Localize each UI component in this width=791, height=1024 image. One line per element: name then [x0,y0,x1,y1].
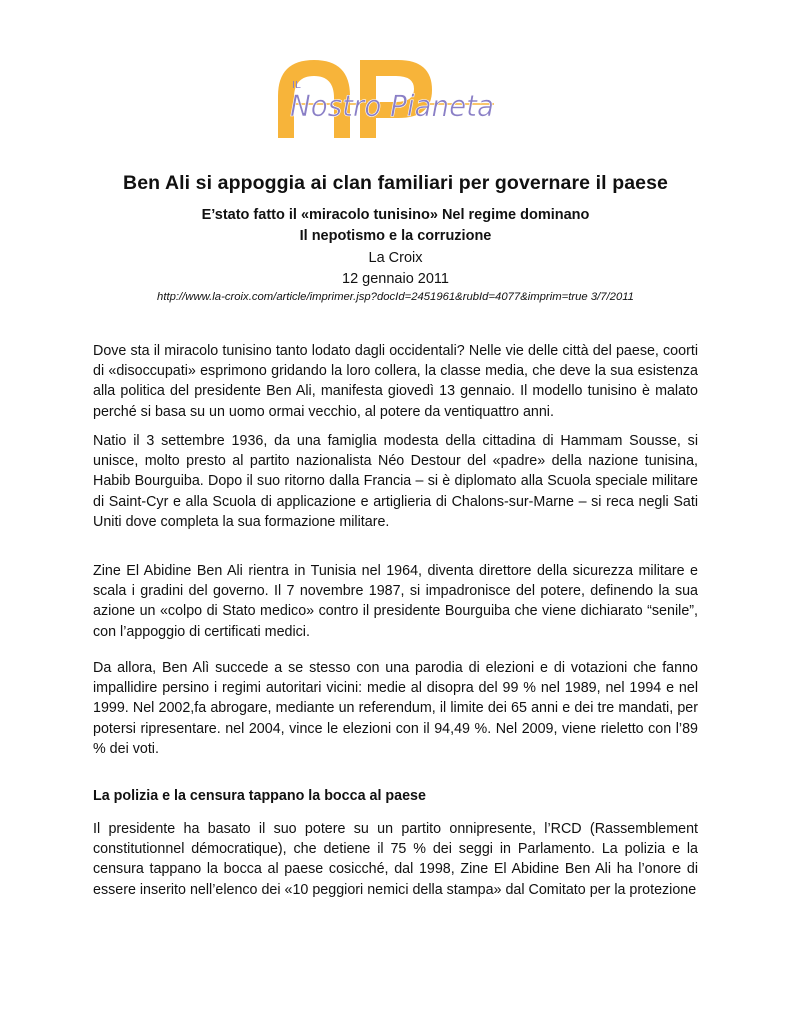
paragraph-3: Zine El Abidine Ben Ali rientra in Tunisia nel 1964, diventa direttore della sicurezza militare e scala i gradini del governo. Il 7 novembre 1987, si impadronisce del potere, definendo la sua azione un «colpo di Stato medico» contro il presidente Bourguiba che viene dichiarato “senile”, con l’appoggio di certificati medici. [93,563,698,640]
paragraph-4: Da allora, Ben Alì succede a se stesso con una parodia di elezioni e di votazioni che fanno impallidire persino i regimi autoritari vicini: medie al disopra del 99 % nel 1989, nel 1994 e nel 1999. Nel 2002,fa abrogare, mediante un referendum, il limite dei 65 anni e dei tre mandati, per potersi ripresentare. nel 2004, vince le elezioni con il 94,49 %. Nel 2009, viene rieletto con l’89 % dei voti. [93,660,698,757]
article-title: Ben Ali si appoggia ai clan familiari per governare il paese [123,172,668,194]
paragraph-5: Il presidente ha basato il suo potere su un partito onnipresente, l’RCD (Rassemblement constitutionnel démocratique), che detiene il 75 % dei seggi in Parlamento. La polizia e la censura tappano la bocca al paese cosicché, dal 1998, Zine El Abidine Ben Ali ha l’onore di essere inserito nell’elenco dei «10 peggiori nemici della stampa» dal Comitato per la protezione [93,821,698,898]
section-heading: La polizia e la censura tappano la bocca al paese [93,788,426,804]
logo-small-text: IL [292,80,301,91]
article-source: La Croix [368,250,423,266]
article-subtitle-line-2: Il nepotismo e la corruzione [299,228,492,244]
logo-brand-text: Nostro Pianeta [290,89,494,123]
nostro-pianeta-logo [268,54,500,140]
article-subtitle-line-1: E’stato fatto il «miracolo tunisino» Nel regime dominano [201,207,590,223]
paragraph-2: Natio il 3 settembre 1936, da una famiglia modesta della cittadina di Hammam Sousse, si unisce, molto presto al partito nazionalista Néo Destour del «padre» della nazione tunisina, Habib Bourguiba. Dopo il suo ritorno dalla Francia – si è diplomato alla Scuola speciale militare di Saint-Cyr e alla Scuola di applicazione e artiglieria di Chalons-sur-Marne – si reca negli Sati Uniti dove completa la sua formazione militare. [93,433,698,530]
paragraph-1: Dove sta il miracolo tunisino tanto lodato dagli occidentali? Nelle vie delle città del paese, coorti di «disoccupati» esprimono gridando la loro collera, la classe media, che deve la sua esistenza alla politica del presidente Ben Ali, manifesta giovedì 13 gennaio. Il modello tunisino è malato perché si basa su un uomo ormai vecchio, al potere da ventiquattro anni. [93,343,698,420]
article-date: 12 gennaio 2011 [342,271,449,287]
article-url: http://www.la-croix.com/article/imprimer.jsp?docId=2451961&rubId=4077&imprim=true 3/7/2011 [157,291,634,303]
